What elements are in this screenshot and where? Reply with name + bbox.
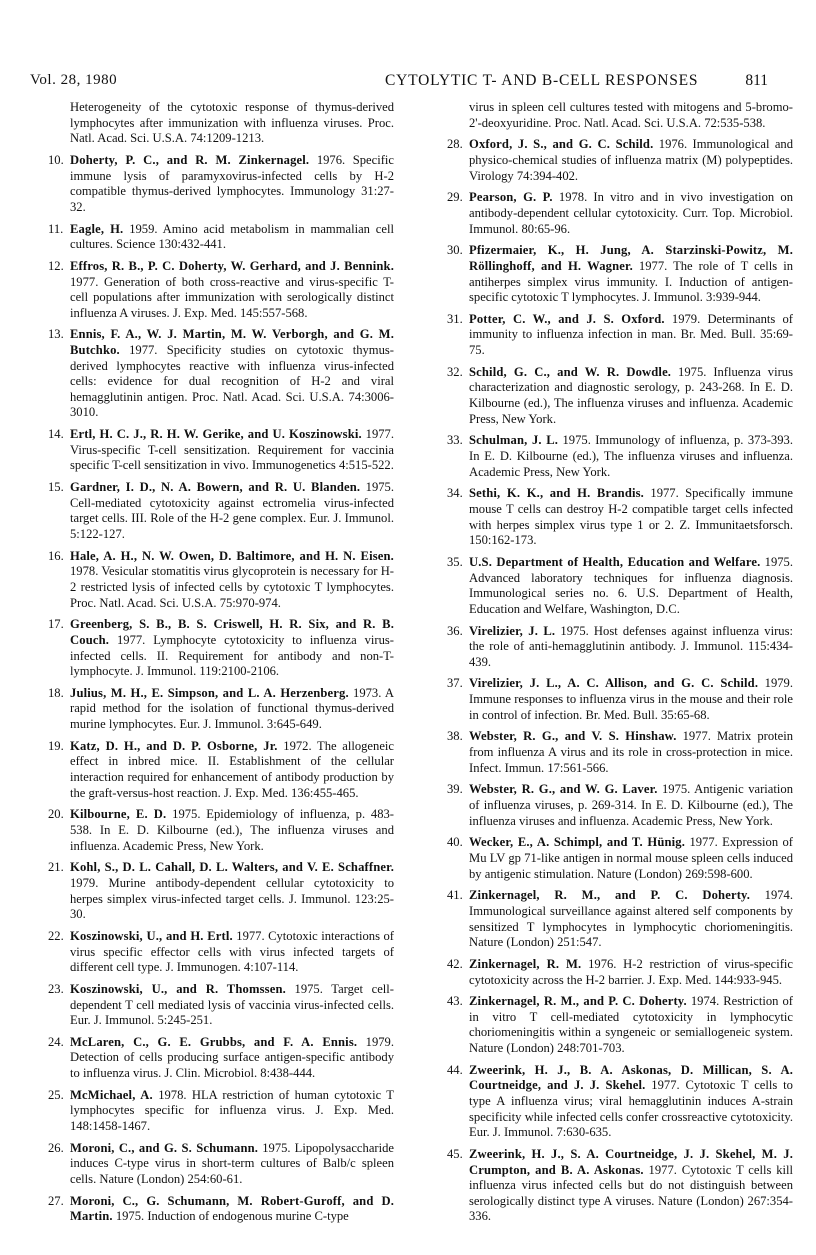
reference-authors: Zinkernagel, R. M., and P. C. Doherty. [469, 888, 751, 903]
reference-authors: Pearson, G. P. [469, 190, 553, 205]
reference-entry [48, 1194, 394, 1225]
reference-text: 1977. Virus-specific T-cell sensitization. Requirement for vaccinia specific T-cell sensitization in vivo. Immunogenetics 4:515-522. [70, 427, 394, 473]
reference-entry [48, 1088, 394, 1135]
reference-authors: U.S. Department of Health, Education and Welfare. [469, 554, 761, 569]
reference-entry [447, 312, 793, 359]
reference-number: 13. [48, 327, 64, 342]
reference-number: 11. [48, 221, 64, 236]
reference-text: 1977. Cytotoxic T cells kill influenza virus infected cells but do not distinguish between serologically distinct type A viruses. Nature (London) 267:354-336. [469, 1162, 793, 1224]
reference-text: 1975. Antigenic variation of influenza viruses, p. 269-314. In E. D. Kilbourne (ed.), The influenza viruses and influenza. Academic Press, New York. [469, 782, 793, 828]
reference-number: 10. [48, 152, 64, 167]
reference-entry [469, 100, 793, 131]
reference-entry [447, 1063, 793, 1141]
reference-number: 15. [48, 480, 64, 495]
reference-text: 1975. Influenza virus characterization and diagnostic serology, p. 243-268. In E. D. Kilbourne (ed.), The influenza viruses and influenza. Academic Press, New York. [469, 364, 793, 426]
reference-entry [447, 243, 793, 305]
reference-text: 1974. Restriction of in vitro T cell-mediated cytotoxicity in lymphocytic choriomeningitis within a syngeneic or semiallogeneic system. Nature (London) 248:701-703. [469, 994, 793, 1056]
journal-volume: Vol. 28, 1980 [30, 72, 118, 88]
reference-authors: Katz, D. H., and D. P. Osborne, Jr. [70, 738, 278, 753]
reference-entry [447, 957, 793, 988]
reference-authors: Webster, R. G., and V. S. Hinshaw. [469, 729, 677, 744]
reference-authors: Koszinowski, U., and H. Ertl. [70, 928, 233, 943]
reference-number: 30. [447, 243, 463, 258]
reference-entry [447, 433, 793, 480]
reference-authors: Schulman, J. L. [469, 433, 559, 448]
reference-text: 1979. Murine antibody-dependent cellular cytotoxicity to herpes simplex virus-infected target cells. J. Immunol. 123:25-30. [70, 875, 394, 922]
reference-number: 35. [447, 554, 463, 569]
reference-authors: Gardner, I. D., N. A. Bowern, and R. U. Blanden. [70, 480, 361, 495]
reference-text: 1972. The allogeneic effect in inbred mice. II. Establishment of the cellular interaction required for enhancement of antibody production by the graft-versus-host reaction. J. Exp. Med. 136:455-465. [70, 738, 394, 800]
reference-entry [48, 617, 394, 679]
reference-entry [447, 486, 793, 548]
reference-text: 1976. Specific immune lysis of paramyxovirus-infected cells by H-2 compatible thymus-derived lymphocytes. Immunology 31:27-32. [70, 152, 394, 214]
reference-entry [447, 137, 793, 184]
reference-number: 27. [48, 1193, 64, 1208]
reference-entry [48, 327, 394, 421]
reference-number: 44. [447, 1062, 463, 1077]
reference-number: 19. [48, 738, 64, 753]
reference-entry [48, 982, 394, 1029]
reference-authors: Zinkernagel, R. M., and P. C. Doherty. [469, 994, 687, 1009]
reference-number: 21. [48, 860, 64, 875]
reference-authors: Zweerink, H. J., B. A. Askonas, D. Millican, S. A. Courtneidge, and J. J. Skehel. [469, 1062, 793, 1093]
reference-entry [48, 739, 394, 801]
reference-text: 1977. Cytotoxic interactions of virus specific effector cells with virus infected targets of different cell type. J. Immunogen. 4:107-114. [70, 928, 394, 975]
reference-number: 16. [48, 548, 64, 563]
reference-entry [48, 549, 394, 611]
reference-entry [48, 807, 394, 854]
reference-text: Heterogeneity of the cytotoxic response of thymus-derived lymphocytes after immunization with influenza viruses. Proc. Natl. Acad. Sci. U.S.A. 74:1209-1213. [70, 100, 394, 146]
reference-text: 1975. Immunology of influenza, p. 373-393. In E. D. Kilbourne (ed.), The influenza viruses and influenza. Academic Press, New York. [469, 433, 793, 479]
reference-number: 28. [447, 137, 463, 152]
reference-authors: Virelizier, J. L. [469, 623, 556, 638]
reference-authors: Kilbourne, E. D. [70, 807, 167, 822]
reference-number: 18. [48, 685, 64, 700]
running-title: CYTOLYTIC T- AND B-CELL RESPONSES [385, 72, 699, 89]
reference-number: 38. [447, 729, 463, 744]
reference-authors: Hale, A. H., N. W. Owen, D. Baltimore, and H. N. Eisen. [70, 548, 394, 563]
reference-authors: Moroni, C., G. Schumann, M. Robert-Guroff, and D. Martin. [70, 1193, 394, 1224]
reference-text: 1959. Amino acid metabolism in mammalian cell cultures. Science 130:432-441. [70, 221, 394, 252]
reference-number: 45. [447, 1147, 463, 1161]
reference-authors: Oxford, J. S., and G. C. Schild. [469, 137, 654, 152]
reference-authors: Effros, R. B., P. C. Doherty, W. Gerhard, and J. Bennink. [70, 258, 394, 273]
reference-entry [48, 222, 394, 253]
reference-authors: Doherty, P. C., and R. M. Zinkernagel. [70, 152, 310, 167]
reference-number: 12. [48, 258, 64, 273]
reference-text: 1975. Advanced laboratory techniques for influenza diagnosis. Immunological series no. 6. U.S. Department of Health, Education and Welfare, Washington, D.C. [469, 554, 793, 616]
reference-entry [447, 994, 793, 1056]
reference-text: 1975. Target cell-dependent T cell mediated lysis of vaccinia virus-infected cells. Eur. J. Immunol. 5:245-251. [70, 981, 394, 1028]
reference-authors: Schild, G. C., and W. R. Dowdle. [469, 364, 672, 379]
reference-number: 32. [447, 364, 463, 379]
reference-text: 1976. H-2 restriction of virus-specific cytotoxicity across the H-2 barrier. J. Exp. Med. 144:933-945. [469, 956, 794, 987]
reference-authors: Koszinowski, U., and R. Thomssen. [70, 981, 286, 996]
reference-text: 1976. Immunological and physico-chemical studies of influenza matrix (M) polypeptides. Virology 74:394-402. [469, 137, 794, 183]
reference-number: 26. [48, 1140, 64, 1155]
reference-entry [70, 100, 394, 147]
left-reference-column [48, 100, 394, 1231]
reference-entry [447, 190, 793, 237]
reference-text: 1977. The role of T cells in antiherpes simplex virus immunity. I. Induction of antigen-specific cytotoxic T lymphocytes. J. Immunol. 3:939-944. [469, 258, 793, 305]
reference-entry [48, 427, 394, 474]
reference-entry [447, 555, 793, 617]
reference-number: 37. [447, 676, 463, 691]
reference-authors: Sethi, K. K., and H. Brandis. [469, 486, 644, 501]
reference-number: 40. [447, 835, 463, 850]
reference-authors: McLaren, C., G. E. Grubbs, and F. A. Ennis. [70, 1034, 358, 1049]
reference-text: 1977. Specifically immune mouse T cells can destroy H-2 compatible target cells infected with herpes simplex virus type 1 or 2. Z. Immunitaetsforsch. 150:162-173. [469, 486, 793, 548]
reference-authors: Zinkernagel, R. M. [469, 956, 582, 971]
reference-authors: Pfizermaier, K., H. Jung, A. Starzinski-Powitz, M. Röllinghoff, and H. Wagner. [469, 243, 793, 273]
reference-authors: Ertl, H. C. J., R. H. W. Gerike, and U. Koszinowski. [70, 427, 362, 442]
reference-entry [447, 1147, 793, 1225]
reference-text: 1975. Epidemiology of influenza, p. 483-538. In E. D. Kilbourne (ed.), The influenza viruses and influenza. Academic Press, New York. [70, 807, 395, 853]
reference-text: 1973. A rapid method for the isolation of functional thymus-derived murine lymphocytes. Eur. J. Immunol. 3:645-649. [70, 685, 394, 732]
reference-authors: Julius, M. H., E. Simpson, and L. A. Herzenberg. [70, 685, 349, 700]
reference-text: 1979. Detection of cells producing surface antigen-specific antibody to influenza virus. J. Clin. Microbiol. 8:438-444. [70, 1034, 394, 1081]
reference-entry [48, 1035, 394, 1082]
reference-text: virus in spleen cell cultures tested with mitogens and 5-bromo-2'-deoxyuridine. Proc. Natl. Acad. Sci. U.S.A. 72:535-538. [469, 100, 793, 130]
reference-text: 1977. Lymphocyte cytotoxicity to influenza virus-infected cells. II. Requirement for antibody and non-T-lymphocyte. J. Immunol. 119:2100-2106. [70, 632, 394, 679]
reference-authors: Webster, R. G., and W. G. Laver. [469, 782, 658, 797]
reference-entry [48, 153, 394, 215]
reference-number: 20. [48, 807, 64, 822]
reference-authors: Kohl, S., D. L. Cahall, D. L. Walters, and V. E. Schaffner. [70, 860, 394, 875]
reference-text: 1977. Specificity studies on cytotoxic thymus-derived lymphocytes reactive with influenza virus-infected cells: evidence for dual recognition of H-2 and viral hemagglutinin antigen. Proc. Natl. Acad. Sci. U.S.A. 74:3006-3010. [70, 343, 394, 420]
reference-entry [447, 888, 793, 950]
reference-number: 42. [447, 956, 463, 971]
reference-text: 1979. Immune responses to influenza virus in the mouse and their role in control of infection. Br. Med. Bull. 35:65-68. [469, 676, 793, 722]
reference-entry [48, 686, 394, 733]
reference-authors: McMichael, A. [70, 1087, 153, 1102]
reference-authors: Wecker, E., A. Schimpl, and T. Hünig. [469, 835, 686, 850]
right-reference-column [447, 100, 793, 1231]
reference-authors: Virelizier, J. L., A. C. Allison, and G. C. Schild. [469, 676, 759, 691]
reference-number: 14. [48, 427, 64, 442]
reference-authors: Zweerink, H. J., S. A. Courtneidge, J. J. Skehel, M. J. Crumpton, and B. A. Askonas. [469, 1147, 793, 1177]
reference-number: 39. [447, 782, 463, 797]
reference-authors: Ennis, F. A., W. J. Martin, M. W. Verborgh, and G. M. Butchko. [70, 327, 394, 358]
reference-number: 33. [447, 433, 463, 448]
reference-number: 43. [447, 994, 463, 1009]
reference-text: 1978. HLA restriction of human cytotoxic T lymphocytes specific for influenza virus. J. Exp. Med. 148:1458-1467. [70, 1087, 394, 1134]
reference-text: 1978. In vitro and in vivo investigation on antibody-dependent cellular cytotoxicity. Curr. Top. Microbiol. Immunol. 80:65-96. [469, 190, 793, 236]
reference-entry [447, 729, 793, 776]
reference-entry [447, 365, 793, 427]
reference-number: 31. [447, 311, 463, 326]
reference-entry [447, 676, 793, 723]
reference-number: 23. [48, 981, 64, 996]
reference-authors: Moroni, C., and G. S. Schumann. [70, 1140, 259, 1155]
reference-authors: Eagle, H. [70, 221, 124, 236]
reference-text: 1977. Matrix protein from influenza A virus and its role in cross-protection in mice. Infect. Immun. 17:561-566. [469, 729, 793, 775]
reference-text: 1975. Host defenses against influenza virus: the role of anti-hemagglutinin antibody. J. Immunol. 115:434-439. [469, 623, 793, 669]
reference-authors: Potter, C. W., and J. S. Oxford. [469, 311, 665, 326]
reference-number: 36. [447, 623, 463, 638]
reference-number: 41. [447, 888, 463, 903]
reference-text: 1975. Induction of endogenous murine C-type [115, 1209, 349, 1224]
reference-text: 1979. Determinants of immunity to influenza infection in man. Br. Med. Bull. 35:69-75. [469, 311, 794, 358]
reference-text: 1974. Immunological surveillance against altered self components by sensitized T lymphocytes in lymphocytic choriomeningitis. Nature (London) 251:547. [469, 888, 793, 950]
reference-number: 22. [48, 928, 64, 943]
reference-entry [48, 860, 394, 922]
reference-text: 1975. Lipopolysaccharide induces C-type virus in short-term cultures of Balb/c spleen cells. Nature (London) 254:60-61. [70, 1140, 394, 1186]
reference-entry [447, 624, 793, 671]
page-number: 811 [745, 72, 768, 89]
reference-authors: Greenberg, S. B., B. S. Criswell, H. R. Six, and R. B. Couch. [70, 617, 394, 647]
reference-entry [48, 929, 394, 976]
reference-entry [447, 782, 793, 829]
reference-number: 24. [48, 1034, 64, 1049]
reference-number: 17. [48, 617, 64, 632]
reference-number: 34. [447, 486, 463, 501]
reference-text: 1977. Generation of both cross-reactive and virus-specific T-cell populations after immunization with serologically distinct influenza A viruses. J. Exp. Med. 145:557-568. [70, 274, 394, 320]
reference-entry [48, 1141, 394, 1188]
reference-text: 1977. Expression of Mu LV gp 71-like antigen in normal mouse spleen cells induced by antigenic stimulation. Nature (London) 269:598-600. [469, 835, 793, 881]
reference-text: 1975. Cell-mediated cytotoxicity against ectromelia virus-infected target cells. III. Role of the H-2 gene complex. Eur. J. Immunol. 5:122-127. [70, 480, 394, 541]
reference-text: 1977. Cytotoxic T cells to type A influenza virus; viral hemagglutinin induces A-strain specificity while infected cells confer crossreactive cytotoxicity. Eur. J. Immunol. 7:630-635. [469, 1078, 793, 1140]
reference-entry [48, 480, 394, 542]
reference-number: 25. [48, 1087, 64, 1102]
running-header [30, 72, 768, 96]
reference-entry [48, 259, 394, 321]
reference-entry [447, 835, 793, 882]
reference-number: 29. [447, 190, 463, 205]
reference-text: 1978. Vesicular stomatitis virus glycoprotein is necessary for H-2 restricted lysis of infected cells by cytotoxic T lymphocytes. Proc. Natl. Acad. Sci. U.S.A. 75:970-974. [70, 564, 394, 610]
